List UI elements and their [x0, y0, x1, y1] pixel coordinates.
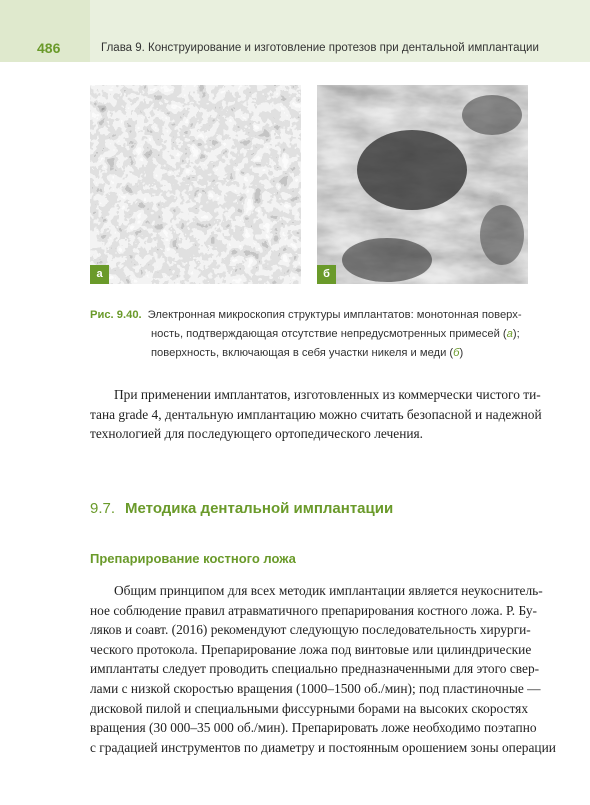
paragraph-2-line: ческого протокола. Препарирование ложа под винтовые или цилиндрические — [90, 641, 532, 657]
sem-porous-surface-image — [90, 85, 301, 284]
paragraph-2-line: Общим принципом для всех методик имплантации является неукоснитель- — [114, 583, 543, 598]
caption-ref-a: а — [506, 328, 513, 340]
figure-image-b — [317, 85, 528, 284]
caption-text-1: Электронная микроскопия структуры имплантатов: монотонная поверх- — [147, 309, 522, 321]
paragraph-2-line: дисковой пилой и специальными фиссурными борами на высоких скоростях — [90, 700, 529, 716]
paragraph-1-line: технологией для последующего ортопедического лечения. — [90, 426, 424, 442]
paragraph-2 — [90, 581, 556, 757]
figure-caption — [90, 306, 522, 363]
caption-line-1 — [90, 306, 522, 325]
section-title: Методика дентальной имплантации — [125, 500, 394, 517]
figure-image-a — [90, 85, 301, 284]
paragraph-2-line: имплантаты следует проводить специально предназначенными для этого свер- — [90, 661, 540, 677]
paragraph-2-line: ляков и соавт. (2016) рекомендуют следующую последовательность хирурги- — [90, 622, 531, 638]
paragraph-2-line: ное соблюдение правил атравматичного препарирования костного ложа. Р. Бу- — [90, 602, 538, 618]
paragraph-2-line: с градацией инструментов по диаметру и постоянным орошением зоны операции — [90, 739, 556, 755]
paragraph-2-line: вращения (30 000–35 000 об./мин). Препарировать ложе необходимо поэтапно — [90, 720, 537, 736]
page-number: 486 — [37, 40, 61, 56]
caption-end-3: ) — [459, 347, 464, 359]
paragraph-1-line: При применении имплантатов, изготовленных из коммерчески чистого ти- — [114, 387, 541, 402]
sem-nickel-copper-surface-image — [317, 85, 528, 284]
subheading: Препарирование костного ложа — [90, 551, 296, 566]
caption-end-2: ); — [512, 328, 520, 340]
caption-line-2 — [90, 325, 520, 344]
caption-text-2: ность, подтверждающая отсутствие непредусмотренных примесей ( — [151, 328, 507, 340]
caption-text-3: поверхность, включающая в себя участки никеля и меди ( — [151, 347, 454, 359]
figure-number: Рис. 9.40. — [90, 309, 142, 321]
panel-label-a: а — [90, 265, 109, 284]
paragraph-2-line: лами с низкой скоростью вращения (1000–1500 об./мин); под пластиночные — — [90, 680, 541, 696]
caption-ref-b: б — [453, 347, 460, 359]
running-head: Глава 9. Конструирование и изготовление протезов при дентальной имплантации — [101, 42, 539, 54]
paragraph-1-line: тана grade 4, дентальную имплантацию можно считать безопасной и надежной — [90, 406, 542, 422]
panel-label-b: б — [317, 265, 336, 284]
caption-line-3 — [90, 344, 510, 363]
paragraph-1 — [90, 385, 542, 444]
section-heading — [90, 500, 393, 517]
section-number: 9.7. — [90, 500, 116, 517]
